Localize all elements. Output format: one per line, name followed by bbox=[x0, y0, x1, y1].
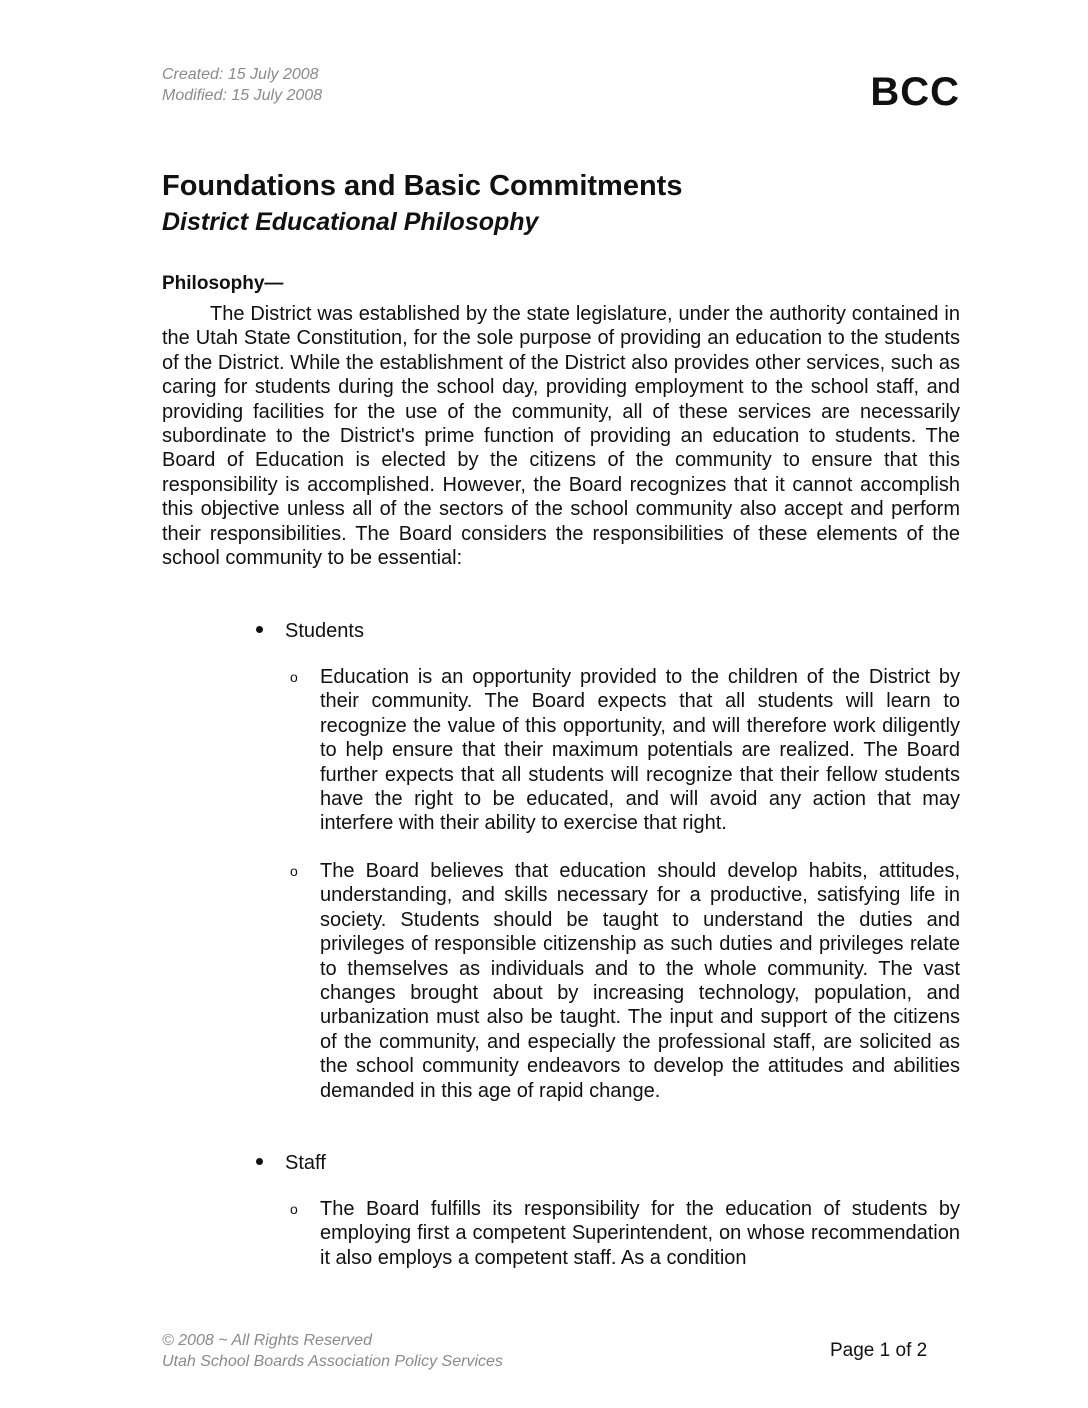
bullet-label: Staff bbox=[285, 1152, 326, 1174]
copyright-text: © 2008 ~ All Rights Reserved bbox=[162, 1332, 372, 1349]
sub-item bbox=[290, 665, 960, 836]
page-number: Page 1 of 2 bbox=[830, 1340, 928, 1361]
sub-item-text: Education is an opportunity provided to the children of the District by their community. The Board expects that all students will learn to recognize the value of this opportunity, and will therefore work diligently to help ensure that their maximum potentials are realized. The Board further expects that all students will recognize that their fellow students have the right to be educated, and will avoid any action that may interfere with their ability to exercise that right. bbox=[320, 666, 960, 835]
sub-item bbox=[290, 1197, 960, 1270]
org-text: Utah School Boards Association Policy Services bbox=[162, 1353, 503, 1370]
hollow-bullet-icon: o bbox=[290, 1201, 298, 1217]
sub-item bbox=[290, 859, 960, 1103]
created-date: Created: 15 July 2008 bbox=[162, 66, 319, 83]
hollow-bullet-icon: o bbox=[290, 669, 298, 685]
bullet-dot-icon bbox=[256, 1158, 263, 1165]
page-subtitle: District Educational Philosophy bbox=[162, 208, 539, 236]
section-heading: Philosophy— bbox=[162, 273, 284, 294]
modified-date: Modified: 15 July 2008 bbox=[162, 87, 323, 104]
bullet-students bbox=[256, 619, 364, 643]
hollow-bullet-icon: o bbox=[290, 863, 298, 879]
sub-item-text: The Board believes that education should develop habits, attitudes, understanding, and skills necessary for a productive, satisfying life in society. Students should be taught to understand the duties and privileges of responsible citizenship as such duties and privileges relate to themselves as individuals and to the whole community. The vast changes brought about by increasing technology, population, and urbanization must also be taught. The input and support of the citizens of the community, and especially the professional staff, are solicited as the school community endeavors to develop the attitudes and abilities demanded in this age of rapid change. bbox=[320, 860, 960, 1102]
sub-item-text: The Board fulfills its responsibility for the education of students by employing first a competent Superintendent, on whose recommendation it also employs a competent staff. As a condition bbox=[320, 1198, 960, 1269]
footer-credits bbox=[162, 1330, 503, 1372]
document-meta bbox=[162, 64, 322, 106]
intro-paragraph: The District was established by the state legislature, under the authority contained in the Utah State Constitution, for the sole purpose of providing an education to the students of the District. While the establishment of the District also provides other services, such as caring for students during the school day, providing employment to the school staff, and providing facilities for the use of the community, all of these services are necessarily subordinate to the District's prime function of providing an education to students. The Board of Education is elected by the citizens of the community to ensure that this responsibility is accomplished. However, the Board recognizes that it cannot accomplish this objective unless all of the sectors of the school community also accept and perform their responsibilities. The Board considers the responsibilities of these elements of the school community to be essential: bbox=[162, 303, 960, 570]
bullet-staff bbox=[256, 1151, 326, 1175]
bullet-label: Students bbox=[285, 620, 364, 642]
policy-code: BCC bbox=[870, 70, 960, 114]
page-title: Foundations and Basic Commitments bbox=[162, 170, 683, 202]
bullet-dot-icon bbox=[256, 626, 263, 633]
